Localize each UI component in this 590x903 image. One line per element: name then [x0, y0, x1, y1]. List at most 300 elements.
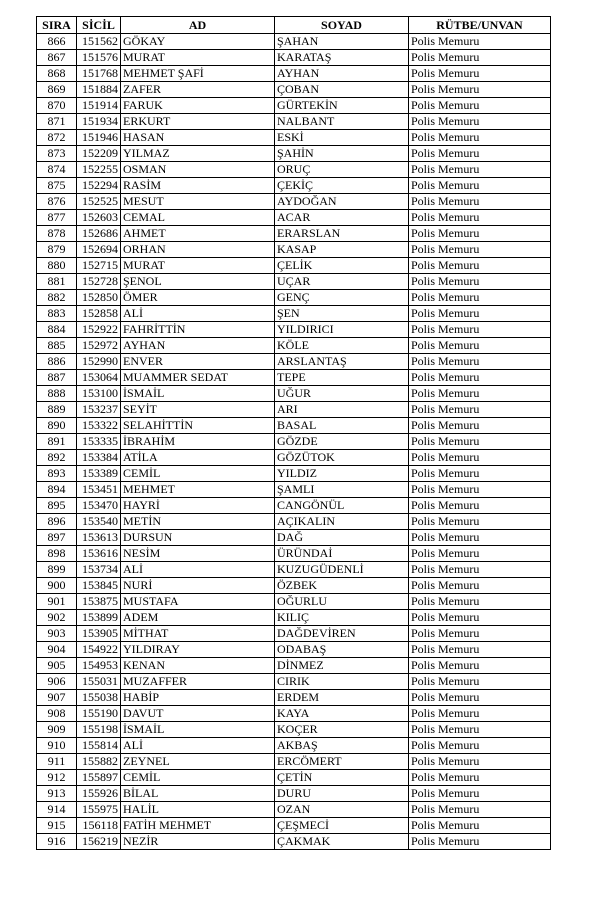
cell-sicil: 155038 — [77, 690, 121, 706]
cell-rutbe: Polis Memuru — [409, 610, 551, 626]
cell-sira: 868 — [37, 66, 77, 82]
cell-sicil: 156118 — [77, 818, 121, 834]
cell-sira: 870 — [37, 98, 77, 114]
cell-soyad: AYDOĞAN — [275, 194, 409, 210]
table-row — [37, 466, 551, 482]
cell-sicil: 153734 — [77, 562, 121, 578]
cell-rutbe: Polis Memuru — [409, 818, 551, 834]
table-row — [37, 34, 551, 50]
cell-soyad: KUZUGÜDENLİ — [275, 562, 409, 578]
cell-sira: 913 — [37, 786, 77, 802]
cell-sicil: 155031 — [77, 674, 121, 690]
cell-soyad: ÇETİN — [275, 770, 409, 786]
cell-ad: FATİH MEHMET — [121, 818, 275, 834]
cell-soyad: ÖZBEK — [275, 578, 409, 594]
cell-sicil: 153905 — [77, 626, 121, 642]
cell-rutbe: Polis Memuru — [409, 98, 551, 114]
cell-rutbe: Polis Memuru — [409, 578, 551, 594]
cell-ad: HAYRİ — [121, 498, 275, 514]
cell-sicil: 152990 — [77, 354, 121, 370]
cell-sira: 867 — [37, 50, 77, 66]
cell-ad: SELAHİTTİN — [121, 418, 275, 434]
cell-sira: 885 — [37, 338, 77, 354]
cell-ad: HABİP — [121, 690, 275, 706]
cell-soyad: AKBAŞ — [275, 738, 409, 754]
cell-soyad: BASAL — [275, 418, 409, 434]
cell-ad: MEHMET — [121, 482, 275, 498]
cell-sira: 873 — [37, 146, 77, 162]
cell-soyad: CIRIK — [275, 674, 409, 690]
table-row — [37, 306, 551, 322]
cell-ad: ALİ — [121, 738, 275, 754]
cell-rutbe: Polis Memuru — [409, 802, 551, 818]
cell-sira: 887 — [37, 370, 77, 386]
cell-rutbe: Polis Memuru — [409, 290, 551, 306]
cell-soyad: ÇEKİÇ — [275, 178, 409, 194]
table-body — [37, 34, 551, 850]
header-soyad: SOYAD — [275, 17, 409, 34]
cell-ad: CEMİL — [121, 466, 275, 482]
table-row — [37, 642, 551, 658]
table-row — [37, 338, 551, 354]
cell-soyad: ŞAHAN — [275, 34, 409, 50]
cell-sira: 874 — [37, 162, 77, 178]
cell-soyad: DURU — [275, 786, 409, 802]
personnel-table — [36, 16, 551, 850]
cell-ad: BİLAL — [121, 786, 275, 802]
cell-sicil: 153470 — [77, 498, 121, 514]
cell-ad: MURAT — [121, 258, 275, 274]
cell-soyad: DAĞDEVİREN — [275, 626, 409, 642]
cell-rutbe: Polis Memuru — [409, 114, 551, 130]
cell-rutbe: Polis Memuru — [409, 738, 551, 754]
cell-sicil: 156219 — [77, 834, 121, 850]
cell-sira: 915 — [37, 818, 77, 834]
cell-sicil: 153064 — [77, 370, 121, 386]
cell-rutbe: Polis Memuru — [409, 306, 551, 322]
cell-sira: 883 — [37, 306, 77, 322]
table-row — [37, 242, 551, 258]
cell-ad: OSMAN — [121, 162, 275, 178]
cell-soyad: ÜRÜNDAİ — [275, 546, 409, 562]
cell-sicil: 153616 — [77, 546, 121, 562]
table-row — [37, 674, 551, 690]
table-row — [37, 754, 551, 770]
cell-sira: 914 — [37, 802, 77, 818]
table-row — [37, 626, 551, 642]
cell-sira: 875 — [37, 178, 77, 194]
cell-soyad: ŞAHİN — [275, 146, 409, 162]
header-ad: AD — [121, 17, 275, 34]
cell-rutbe: Polis Memuru — [409, 370, 551, 386]
table-row — [37, 770, 551, 786]
cell-sira: 902 — [37, 610, 77, 626]
cell-ad: RASİM — [121, 178, 275, 194]
table-row — [37, 50, 551, 66]
cell-rutbe: Polis Memuru — [409, 418, 551, 434]
cell-sicil: 153845 — [77, 578, 121, 594]
cell-rutbe: Polis Memuru — [409, 146, 551, 162]
table-row — [37, 418, 551, 434]
cell-rutbe: Polis Memuru — [409, 322, 551, 338]
cell-soyad: ODABAŞ — [275, 642, 409, 658]
cell-soyad: ESKİ — [275, 130, 409, 146]
cell-rutbe: Polis Memuru — [409, 402, 551, 418]
cell-sicil: 151934 — [77, 114, 121, 130]
table-row — [37, 194, 551, 210]
table-row — [37, 722, 551, 738]
cell-ad: CEMAL — [121, 210, 275, 226]
cell-ad: ENVER — [121, 354, 275, 370]
cell-sira: 894 — [37, 482, 77, 498]
cell-rutbe: Polis Memuru — [409, 210, 551, 226]
table-row — [37, 178, 551, 194]
cell-rutbe: Polis Memuru — [409, 34, 551, 50]
cell-soyad: ÇOBAN — [275, 82, 409, 98]
table-row — [37, 498, 551, 514]
cell-sicil: 153875 — [77, 594, 121, 610]
table-row — [37, 130, 551, 146]
cell-ad: NESİM — [121, 546, 275, 562]
cell-sira: 880 — [37, 258, 77, 274]
cell-soyad: KOÇER — [275, 722, 409, 738]
cell-sicil: 151768 — [77, 66, 121, 82]
cell-ad: ÖMER — [121, 290, 275, 306]
table-row — [37, 146, 551, 162]
cell-ad: FAHRİTTİN — [121, 322, 275, 338]
cell-rutbe: Polis Memuru — [409, 770, 551, 786]
table-row — [37, 370, 551, 386]
cell-sicil: 152525 — [77, 194, 121, 210]
cell-sicil: 153384 — [77, 450, 121, 466]
cell-rutbe: Polis Memuru — [409, 594, 551, 610]
cell-sira: 906 — [37, 674, 77, 690]
cell-rutbe: Polis Memuru — [409, 786, 551, 802]
cell-ad: İSMAİL — [121, 722, 275, 738]
cell-soyad: OĞURLU — [275, 594, 409, 610]
cell-sira: 890 — [37, 418, 77, 434]
header-rutbe: RÜTBE/UNVAN — [409, 17, 551, 34]
cell-rutbe: Polis Memuru — [409, 466, 551, 482]
cell-rutbe: Polis Memuru — [409, 626, 551, 642]
cell-rutbe: Polis Memuru — [409, 274, 551, 290]
cell-sicil: 153389 — [77, 466, 121, 482]
cell-soyad: YILDIZ — [275, 466, 409, 482]
table-row — [37, 818, 551, 834]
cell-ad: CEMİL — [121, 770, 275, 786]
cell-sira: 904 — [37, 642, 77, 658]
cell-sicil: 152972 — [77, 338, 121, 354]
cell-soyad: ARI — [275, 402, 409, 418]
cell-sira: 871 — [37, 114, 77, 130]
cell-rutbe: Polis Memuru — [409, 66, 551, 82]
cell-sicil: 153100 — [77, 386, 121, 402]
cell-sira: 889 — [37, 402, 77, 418]
cell-sicil: 152686 — [77, 226, 121, 242]
cell-soyad: GÖZÜTOK — [275, 450, 409, 466]
cell-soyad: KARATAŞ — [275, 50, 409, 66]
cell-ad: MURAT — [121, 50, 275, 66]
cell-ad: NURİ — [121, 578, 275, 594]
cell-soyad: UĞUR — [275, 386, 409, 402]
cell-sicil: 154922 — [77, 642, 121, 658]
cell-rutbe: Polis Memuru — [409, 546, 551, 562]
table-row — [37, 274, 551, 290]
cell-ad: KENAN — [121, 658, 275, 674]
cell-rutbe: Polis Memuru — [409, 226, 551, 242]
table-row — [37, 802, 551, 818]
cell-rutbe: Polis Memuru — [409, 50, 551, 66]
cell-sicil: 152715 — [77, 258, 121, 274]
cell-ad: NEZİR — [121, 834, 275, 850]
cell-sicil: 153451 — [77, 482, 121, 498]
cell-rutbe: Polis Memuru — [409, 354, 551, 370]
cell-sicil: 153335 — [77, 434, 121, 450]
header-row — [37, 17, 551, 34]
cell-ad: AHMET — [121, 226, 275, 242]
cell-ad: ZAFER — [121, 82, 275, 98]
header-sira: SIRA — [37, 17, 77, 34]
cell-sira: 876 — [37, 194, 77, 210]
cell-sicil: 155975 — [77, 802, 121, 818]
table-row — [37, 386, 551, 402]
cell-sira: 892 — [37, 450, 77, 466]
cell-rutbe: Polis Memuru — [409, 690, 551, 706]
table-row — [37, 322, 551, 338]
cell-soyad: OZAN — [275, 802, 409, 818]
cell-ad: İBRAHİM — [121, 434, 275, 450]
cell-sicil: 154953 — [77, 658, 121, 674]
table-row — [37, 578, 551, 594]
cell-sira: 881 — [37, 274, 77, 290]
cell-sicil: 152209 — [77, 146, 121, 162]
cell-soyad: CANGÖNÜL — [275, 498, 409, 514]
cell-rutbe: Polis Memuru — [409, 642, 551, 658]
cell-ad: FARUK — [121, 98, 275, 114]
cell-sira: 901 — [37, 594, 77, 610]
cell-ad: ZEYNEL — [121, 754, 275, 770]
cell-sicil: 155190 — [77, 706, 121, 722]
cell-sira: 893 — [37, 466, 77, 482]
cell-ad: MESUT — [121, 194, 275, 210]
cell-rutbe: Polis Memuru — [409, 706, 551, 722]
cell-soyad: ERCÖMERT — [275, 754, 409, 770]
cell-sira: 877 — [37, 210, 77, 226]
cell-ad: ALİ — [121, 562, 275, 578]
cell-soyad: DİNMEZ — [275, 658, 409, 674]
cell-rutbe: Polis Memuru — [409, 674, 551, 690]
cell-soyad: KASAP — [275, 242, 409, 258]
cell-rutbe: Polis Memuru — [409, 162, 551, 178]
cell-ad: ERKURT — [121, 114, 275, 130]
table-row — [37, 210, 551, 226]
cell-soyad: KILIÇ — [275, 610, 409, 626]
cell-sicil: 153237 — [77, 402, 121, 418]
cell-ad: MUZAFFER — [121, 674, 275, 690]
cell-ad: DAVUT — [121, 706, 275, 722]
cell-soyad: KAYA — [275, 706, 409, 722]
cell-rutbe: Polis Memuru — [409, 562, 551, 578]
cell-rutbe: Polis Memuru — [409, 258, 551, 274]
table-row — [37, 402, 551, 418]
cell-ad: ORHAN — [121, 242, 275, 258]
cell-sira: 898 — [37, 546, 77, 562]
cell-sicil: 153540 — [77, 514, 121, 530]
cell-sira: 900 — [37, 578, 77, 594]
cell-sicil: 152294 — [77, 178, 121, 194]
cell-ad: ADEM — [121, 610, 275, 626]
cell-rutbe: Polis Memuru — [409, 482, 551, 498]
cell-rutbe: Polis Memuru — [409, 514, 551, 530]
cell-ad: MUAMMER SEDAT — [121, 370, 275, 386]
cell-ad: MİTHAT — [121, 626, 275, 642]
cell-ad: ŞENOL — [121, 274, 275, 290]
cell-sicil: 151576 — [77, 50, 121, 66]
cell-rutbe: Polis Memuru — [409, 434, 551, 450]
table-row — [37, 834, 551, 850]
cell-sira: 888 — [37, 386, 77, 402]
cell-sira: 899 — [37, 562, 77, 578]
cell-soyad: AYHAN — [275, 66, 409, 82]
cell-sira: 903 — [37, 626, 77, 642]
cell-sicil: 153613 — [77, 530, 121, 546]
cell-soyad: ÇAKMAK — [275, 834, 409, 850]
table-row — [37, 658, 551, 674]
cell-ad: GÖKAY — [121, 34, 275, 50]
cell-sicil: 152922 — [77, 322, 121, 338]
cell-sira: 916 — [37, 834, 77, 850]
cell-sira: 905 — [37, 658, 77, 674]
cell-sicil: 152603 — [77, 210, 121, 226]
cell-sira: 895 — [37, 498, 77, 514]
cell-rutbe: Polis Memuru — [409, 194, 551, 210]
cell-sicil: 151884 — [77, 82, 121, 98]
table-row — [37, 690, 551, 706]
cell-ad: SEYİT — [121, 402, 275, 418]
cell-sira: 897 — [37, 530, 77, 546]
cell-sicil: 155926 — [77, 786, 121, 802]
cell-sira: 882 — [37, 290, 77, 306]
cell-soyad: DAĞ — [275, 530, 409, 546]
cell-sira: 912 — [37, 770, 77, 786]
cell-rutbe: Polis Memuru — [409, 178, 551, 194]
cell-soyad: ÇEŞMECİ — [275, 818, 409, 834]
cell-rutbe: Polis Memuru — [409, 530, 551, 546]
cell-sira: 910 — [37, 738, 77, 754]
table-row — [37, 786, 551, 802]
cell-ad: ATİLA — [121, 450, 275, 466]
cell-soyad: GÜRTEKİN — [275, 98, 409, 114]
cell-rutbe: Polis Memuru — [409, 450, 551, 466]
table-row — [37, 610, 551, 626]
header-sicil: SİCİL — [77, 17, 121, 34]
cell-soyad: ORUÇ — [275, 162, 409, 178]
cell-sira: 866 — [37, 34, 77, 50]
cell-rutbe: Polis Memuru — [409, 338, 551, 354]
cell-ad: DURSUN — [121, 530, 275, 546]
cell-sicil: 152694 — [77, 242, 121, 258]
cell-sicil: 153322 — [77, 418, 121, 434]
cell-sira: 886 — [37, 354, 77, 370]
table-row — [37, 706, 551, 722]
cell-sira: 891 — [37, 434, 77, 450]
cell-rutbe: Polis Memuru — [409, 722, 551, 738]
cell-sira: 908 — [37, 706, 77, 722]
cell-soyad: ŞEN — [275, 306, 409, 322]
cell-sira: 896 — [37, 514, 77, 530]
table-row — [37, 290, 551, 306]
cell-sicil: 152858 — [77, 306, 121, 322]
table-row — [37, 258, 551, 274]
cell-sira: 909 — [37, 722, 77, 738]
cell-soyad: GENÇ — [275, 290, 409, 306]
cell-sira: 878 — [37, 226, 77, 242]
table-row — [37, 226, 551, 242]
cell-soyad: GÖZDE — [275, 434, 409, 450]
cell-ad: İSMAİL — [121, 386, 275, 402]
table-row — [37, 354, 551, 370]
cell-sira: 911 — [37, 754, 77, 770]
cell-sicil: 151562 — [77, 34, 121, 50]
table-row — [37, 434, 551, 450]
cell-sicil: 153899 — [77, 610, 121, 626]
cell-sira: 872 — [37, 130, 77, 146]
cell-soyad: UÇAR — [275, 274, 409, 290]
cell-sicil: 155882 — [77, 754, 121, 770]
cell-sira: 884 — [37, 322, 77, 338]
table-header — [37, 17, 551, 34]
table-row — [37, 562, 551, 578]
cell-sicil: 155814 — [77, 738, 121, 754]
cell-rutbe: Polis Memuru — [409, 834, 551, 850]
cell-rutbe: Polis Memuru — [409, 386, 551, 402]
cell-soyad: YILDIRICI — [275, 322, 409, 338]
cell-sira: 879 — [37, 242, 77, 258]
cell-soyad: TEPE — [275, 370, 409, 386]
cell-ad: YILMAZ — [121, 146, 275, 162]
cell-rutbe: Polis Memuru — [409, 754, 551, 770]
cell-rutbe: Polis Memuru — [409, 498, 551, 514]
cell-soyad: ARSLANTAŞ — [275, 354, 409, 370]
cell-sicil: 155897 — [77, 770, 121, 786]
table-row — [37, 738, 551, 754]
table-row — [37, 162, 551, 178]
cell-rutbe: Polis Memuru — [409, 82, 551, 98]
table-row — [37, 98, 551, 114]
table-row — [37, 82, 551, 98]
cell-rutbe: Polis Memuru — [409, 242, 551, 258]
table-row — [37, 66, 551, 82]
table-row — [37, 530, 551, 546]
cell-soyad: ÇELİK — [275, 258, 409, 274]
cell-sicil: 151914 — [77, 98, 121, 114]
cell-ad: HALİL — [121, 802, 275, 818]
cell-soyad: ERARSLAN — [275, 226, 409, 242]
cell-soyad: ERDEM — [275, 690, 409, 706]
cell-ad: MEHMET ŞAFİ — [121, 66, 275, 82]
cell-sira: 907 — [37, 690, 77, 706]
cell-soyad: AÇIKALIN — [275, 514, 409, 530]
table-row — [37, 594, 551, 610]
cell-ad: ALİ — [121, 306, 275, 322]
cell-sicil: 152255 — [77, 162, 121, 178]
cell-soyad: NALBANT — [275, 114, 409, 130]
cell-rutbe: Polis Memuru — [409, 658, 551, 674]
cell-ad: AYHAN — [121, 338, 275, 354]
cell-ad: YILDIRAY — [121, 642, 275, 658]
cell-ad: HASAN — [121, 130, 275, 146]
cell-sicil: 152850 — [77, 290, 121, 306]
